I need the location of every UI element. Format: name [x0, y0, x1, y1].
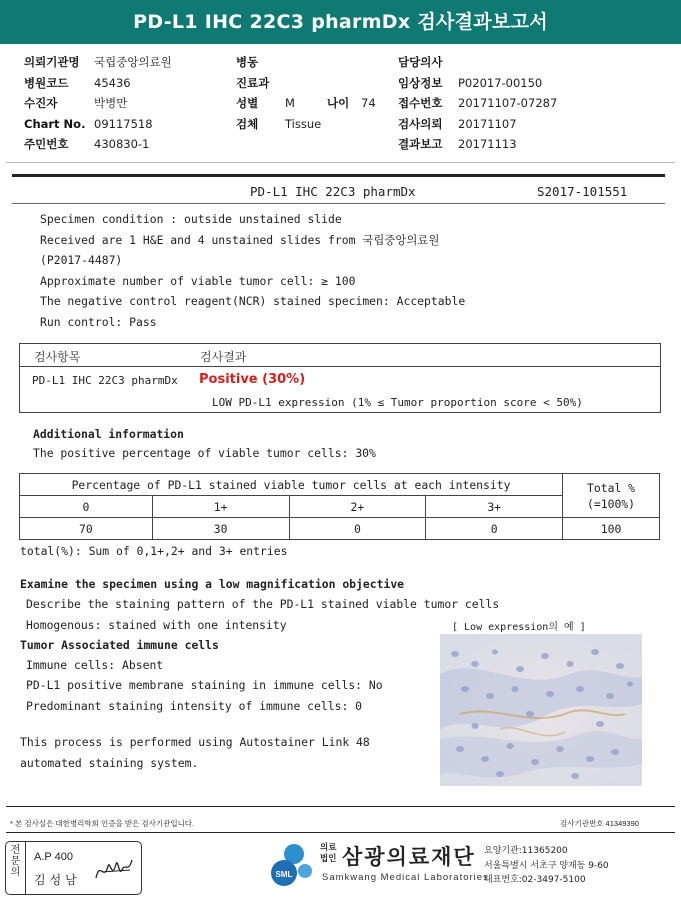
intensity-col: 3+	[426, 496, 563, 518]
process-line: automated staining system.	[20, 755, 199, 770]
org-name: 삼광의료재단	[342, 845, 476, 869]
intensity-value: 0	[289, 518, 426, 540]
approver-id: A.P 400	[34, 851, 73, 863]
intensity-value: 70	[20, 518, 153, 540]
report-title: PD-L1 IHC 22C3 pharmDx 검사결과보고서	[0, 0, 681, 44]
info-value: 국립중앙의료원	[94, 55, 172, 69]
info-row	[236, 73, 376, 94]
result-header	[20, 344, 660, 367]
col-result-header: 검사결과	[200, 350, 247, 364]
total-header-1: Total %	[587, 480, 636, 495]
info-value: 20171113	[458, 137, 517, 151]
age-label: 나이	[327, 96, 350, 110]
patient-info-col3	[398, 52, 557, 155]
result-value: Positive (30%)	[199, 372, 306, 387]
specimen-line: Run control: Pass	[40, 314, 157, 329]
org-code: 요양기관:11365200	[484, 846, 568, 856]
intensity-header: Percentage of PD-L1 stained viable tumor cells at each intensity	[20, 474, 563, 496]
sml-logo-icon	[270, 840, 316, 888]
col-item-header: 검사항목	[34, 350, 81, 364]
patient-info-col2	[236, 52, 376, 134]
process-note	[20, 732, 370, 773]
immune-line: PD-L1 positive membrane staining in immune cells: No	[26, 678, 383, 693]
intensity-value: 30	[152, 518, 289, 540]
info-label: 검사의뢰	[398, 116, 443, 131]
specimen-line: Received are 1 H&E and 4 unstained slides from 국립중앙의료원	[40, 232, 440, 247]
examine-line: Describe the staining pattern of the PD-L1 stained viable tumor cells	[26, 597, 500, 612]
info-label: 접수번호	[398, 96, 443, 110]
test-name-heading: PD-L1 IHC 22C3 pharmDx	[250, 184, 416, 199]
approver-box	[5, 841, 142, 895]
image-caption: [ Low expression의 예 ]	[452, 622, 586, 633]
total-note: total(%): Sum of 0,1+,2+ and 3+ entries	[20, 544, 288, 558]
info-label: 병원코드	[24, 75, 69, 90]
result-box	[19, 343, 661, 413]
info-row	[398, 134, 557, 155]
process-line: This process is performed using Autostainer Link 48	[20, 735, 370, 749]
intensity-col: 2+	[289, 496, 426, 518]
info-label: 성별	[236, 96, 259, 110]
examine-line: Homogenous: stained with one intensity	[26, 617, 287, 632]
info-row	[236, 93, 376, 114]
histology-image	[440, 634, 642, 786]
specimen-line: (P2017-4487)	[40, 253, 123, 268]
additional-title: Additional information	[33, 427, 184, 441]
info-row	[398, 73, 557, 94]
examine-section	[20, 574, 499, 716]
org-phone: 대표번호:02-3497-5100	[484, 875, 586, 885]
result-interpretation: LOW PD-L1 expression (1% ≤ Tumor proportion score < 50%)	[212, 396, 583, 409]
info-label: 수진자	[24, 96, 58, 110]
org-english-name: Samkwang Medical Laboratories	[322, 872, 489, 883]
organization-block	[270, 838, 676, 898]
org-address	[484, 844, 609, 888]
institution-code: 검사기관번호 41349390	[560, 819, 639, 828]
org-street: 서울특별시 서초구 양재동 9-60	[484, 860, 609, 871]
info-value: 박병만	[94, 96, 128, 110]
divider	[12, 174, 665, 177]
info-value: 09117518	[94, 116, 153, 131]
total-header-2: (=100%)	[587, 496, 636, 511]
immune-line: Predominant staining intensity of immune cells: 0	[26, 698, 363, 713]
examine-title: Examine the specimen using a low magnification objective	[20, 577, 405, 591]
specimen-line: Specimen condition : outside unstained slide	[40, 212, 342, 226]
info-row	[24, 114, 172, 135]
info-value: 430830-1	[94, 137, 150, 151]
info-value: 20171107-07287	[458, 96, 558, 110]
info-value: Tissue	[285, 116, 322, 131]
info-row	[398, 93, 557, 114]
logo-text: SML	[275, 870, 293, 879]
intensity-col: 0	[20, 496, 153, 518]
age-value: 74	[361, 96, 376, 110]
divider	[6, 832, 675, 833]
info-row	[24, 52, 172, 73]
total-header	[563, 474, 660, 518]
result-item: PD-L1 IHC 22C3 pharmDx	[32, 374, 178, 387]
immune-line: Immune cells: Absent	[26, 658, 164, 673]
signature-icon	[92, 852, 138, 888]
patient-info-col1	[24, 52, 172, 155]
report-number: S2017-101551	[537, 184, 628, 199]
info-label: 진료과	[236, 75, 270, 90]
info-label: 담당의사	[398, 55, 443, 69]
info-label: Chart No.	[24, 116, 86, 131]
specimen-info	[40, 209, 465, 333]
total-value: 100	[563, 518, 660, 540]
specimen-line: Approximate number of viable tumor cell: ≥ 100	[40, 273, 356, 288]
info-row	[398, 114, 557, 135]
info-row	[24, 134, 172, 155]
intensity-col: 1+	[152, 496, 289, 518]
info-row	[24, 73, 172, 94]
info-value: P02017-00150	[458, 75, 543, 90]
divider	[12, 203, 665, 204]
org-tag: 의료법인	[320, 843, 337, 864]
info-row	[236, 52, 376, 73]
info-row	[236, 114, 376, 135]
info-label: 검체	[236, 116, 259, 131]
info-label: 병동	[236, 55, 259, 69]
intensity-table	[19, 473, 660, 540]
approver-name: 김성남	[34, 873, 81, 887]
additional-line: The positive percentage of viable tumor cells: 30%	[33, 446, 376, 460]
sex-value: M	[285, 96, 295, 110]
immune-title: Tumor Associated immune cells	[20, 637, 219, 652]
info-label: 임상정보	[398, 75, 443, 90]
approver-side-label: 전문의	[6, 842, 26, 894]
intensity-value: 0	[426, 518, 563, 540]
certification-note: * 본 검사실은 대한병리학회 인증을 받은 검사기관입니다.	[10, 819, 195, 828]
histology-image-graphic	[440, 634, 642, 786]
info-label: 의뢰기관명	[24, 55, 80, 69]
info-value: 45436	[94, 75, 131, 90]
info-label: 결과보고	[398, 137, 443, 151]
info-label: 주민번호	[24, 137, 69, 151]
info-row	[24, 93, 172, 114]
specimen-line: The negative control reagent(NCR) stained specimen: Acceptable	[40, 294, 466, 309]
divider	[6, 162, 675, 163]
divider	[6, 806, 675, 807]
info-row	[398, 52, 557, 73]
info-value: 20171107	[458, 116, 517, 131]
